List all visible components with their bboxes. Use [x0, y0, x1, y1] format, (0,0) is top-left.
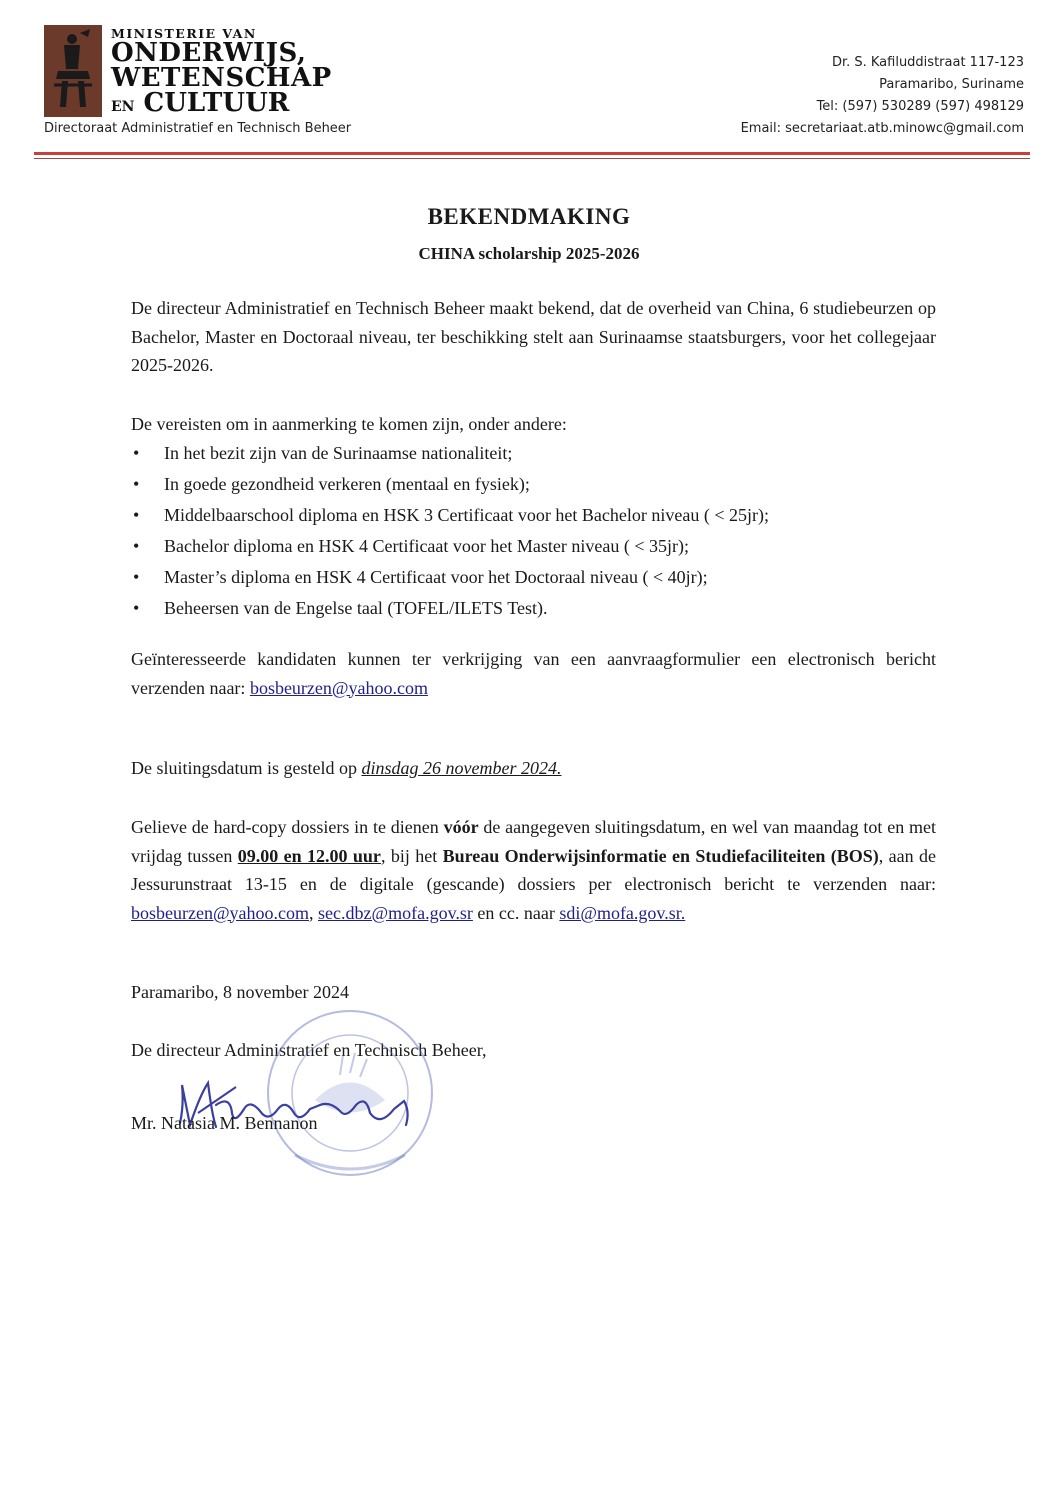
requirements-list	[131, 438, 951, 624]
submit-bureau: Bureau Onderwijsinformatie en Studiefaciliteiten (BOS)	[442, 845, 879, 866]
submit-hours: 09.00 en 12.00 uur	[237, 845, 381, 866]
closing-text: De sluitingsdatum is gesteld op	[131, 758, 362, 778]
contact-block	[741, 52, 1024, 140]
interest-email-link[interactable]: bosbeurzen@yahoo.com	[249, 677, 428, 698]
submit-text-5: en cc. naar	[472, 902, 560, 923]
submit-email-link-1[interactable]: bosbeurzen@yahoo.com	[131, 902, 310, 923]
closing-date: dinsdag 26 november 2024.	[361, 758, 562, 778]
submit-text-1: Gelieve de hard-copy dossiers in te dienen	[131, 817, 444, 837]
document-title: BEKENDMAKING	[427, 204, 631, 229]
intro-paragraph: De directeur Administratief en Technisch Beheer maakt bekend, dat de overheid van China, 6 studiebeurzen op Bachelor, Master en Doctoraal niveau, ter beschikking stelt aan Surinaamse staatsburgers, voor het collegejaar 2025-2026.	[131, 298, 936, 375]
org-culture: CULTUUR	[143, 88, 290, 118]
requirements-intro: De vereisten om in aanmerking te komen zijn, onder andere:	[131, 414, 567, 434]
address-line-2: Paramaribo, Suriname	[879, 77, 1024, 92]
submit-email-link-2[interactable]: sec.dbz@mofa.gov.sr	[318, 902, 473, 923]
signatory-name: Mr. Natasia M. Bennanon	[131, 1113, 318, 1133]
org-line-1: MINISTERIE VAN	[111, 26, 257, 41]
interest-text: Geïnteresseerde kandidaten kunnen ter verkrijging van een aanvraagformulier een electronisch bericht verzenden naar:	[131, 649, 936, 698]
submit-text-3: , bij het	[380, 845, 443, 866]
submit-before: vóór	[443, 817, 479, 837]
submit-text-2: de aangegeven sluitingsdatum, en wel van maandag tot en met vrijdag tussen	[131, 817, 937, 866]
email-line: Email: secretariaat.atb.minowc@gmail.com	[740, 121, 1024, 136]
header-divider	[34, 152, 1030, 155]
organization-name	[111, 26, 332, 120]
org-line-2: ONDERWIJS,	[111, 38, 307, 68]
org-line-3: WETENSCHAP	[111, 63, 332, 93]
requirement-item: • Master’s diploma en HSK 4 Certificaat voor het Doctoraal niveau ( < 40jr);	[131, 562, 951, 593]
submit-email-link-3[interactable]: sdi@mofa.gov.sr.	[559, 902, 686, 923]
requirement-item: • Bachelor diploma en HSK 4 Certificaat voor het Master niveau ( < 35jr);	[131, 531, 951, 562]
submit-text-4: , aan de Jessurunstraat 13-15 en de digitale (gescande) dossiers per electronisch bericht te verzenden naar:	[131, 845, 936, 894]
org-en: EN	[111, 99, 135, 115]
submit-separator: ,	[309, 902, 319, 923]
closing-paragraph	[131, 754, 936, 783]
requirement-item: • Middelbaarschool diploma en HSK 3 Certificaat voor het Bachelor niveau ( < 25jr);	[131, 500, 951, 531]
document-subtitle: CHINA scholarship 2025-2026	[418, 244, 640, 263]
submission-paragraph	[131, 813, 936, 927]
interest-paragraph	[131, 645, 936, 702]
place-date: Paramaribo, 8 november 2024	[131, 982, 349, 1002]
ministry-emblem-icon	[44, 25, 102, 117]
header-divider-thin	[34, 158, 1030, 159]
phone-line: Tel: (597) 530289 (597) 498129	[816, 99, 1024, 114]
address-line-1: Dr. S. Kafiluddistraat 117-123	[831, 55, 1024, 70]
ministry-logo	[44, 25, 102, 117]
requirement-item: • In het bezit zijn van de Surinaamse nationaliteit;	[131, 438, 951, 469]
requirement-item: • Beheersen van de Engelse taal (TOFEL/ILETS Test).	[131, 593, 951, 624]
requirement-item: • In goede gezondheid verkeren (mentaal en fysiek);	[131, 469, 951, 500]
directorate-name: Directoraat Administratief en Technisch Beheer	[44, 121, 352, 136]
org-line-4	[111, 88, 332, 120]
signoff-line: De directeur Administratief en Technisch Beheer,	[131, 1040, 487, 1060]
